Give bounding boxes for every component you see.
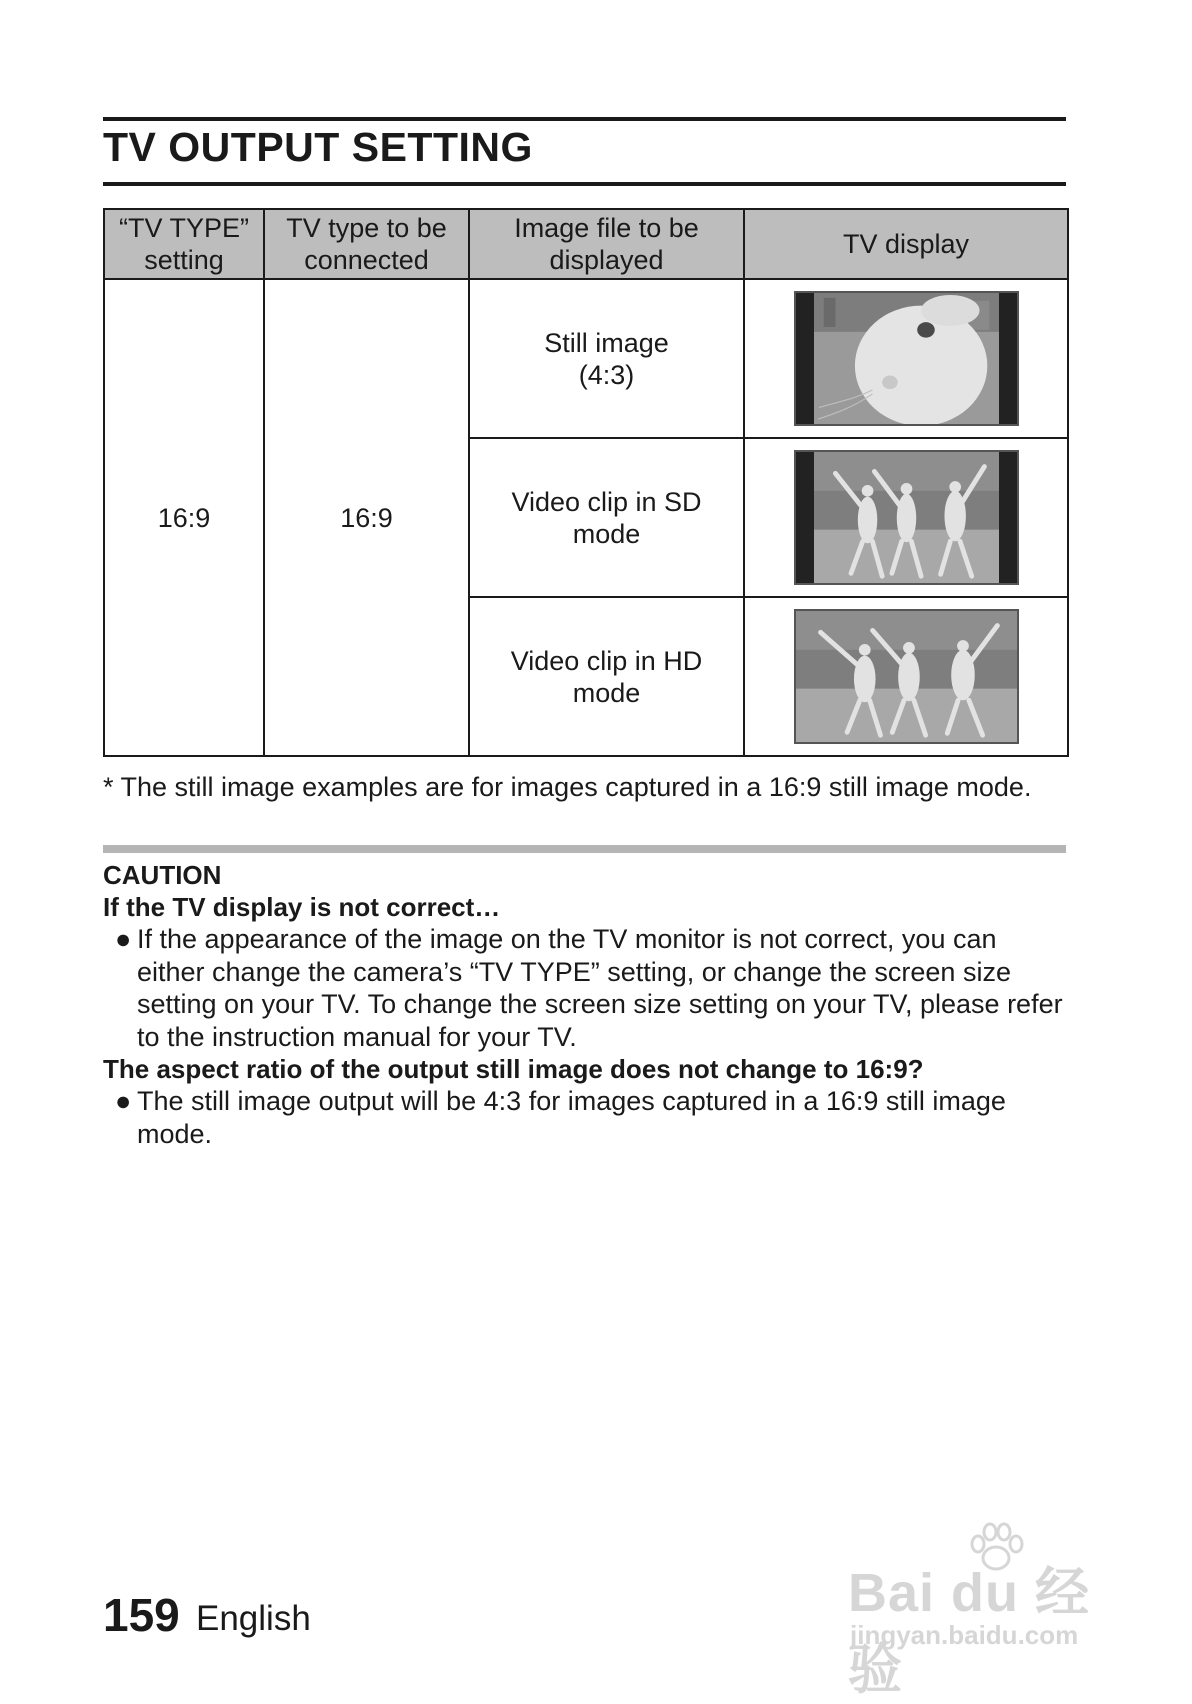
- footnote: * The still image examples are for images captured in a 16:9 still image mode.: [103, 772, 1032, 802]
- caution-heading: CAUTION: [103, 860, 222, 890]
- header-tv-type-connected: TV type to be connected: [264, 209, 469, 279]
- watermark-url: jingyan.baidu.com: [850, 1620, 1079, 1650]
- table-row: [104, 279, 1068, 438]
- baidu-jingyan-watermark: [848, 1522, 1138, 1700]
- top-rule: [103, 117, 1066, 121]
- bullet-icon: ●: [115, 1086, 132, 1116]
- page-number: 159: [103, 1589, 180, 1641]
- header-tv-display: TV display: [744, 209, 1068, 279]
- caution-question: The aspect ratio of the output still image does not change to 16:9?: [103, 1054, 924, 1084]
- cell-tv-display: [744, 597, 1068, 756]
- cell-tv-display: [744, 438, 1068, 597]
- caution-question: If the TV display is not correct…: [103, 892, 501, 922]
- caution-answer: ● If the appearance of the image on the TV monitor is not correct, you can either change the camera’s “TV TYPE” setting, or change the screen size setting on your TV. To change the screen size setting on your TV, please refer to the instruction manual for your TV.: [115, 924, 1063, 1052]
- title-rule: [103, 182, 1066, 186]
- table-header-row: [104, 209, 1068, 279]
- cell-tv-type-setting: 16:9: [104, 279, 264, 756]
- bullet-icon: ●: [115, 924, 132, 954]
- cell-image-file: Still image (4:3): [469, 279, 744, 438]
- page-title: TV OUTPUT SETTING: [103, 124, 533, 170]
- rabbit-4x3-pillarboxed-image: [794, 291, 1019, 426]
- dancers-16x9-full-image: [794, 609, 1019, 744]
- tv-output-table: [103, 208, 1069, 757]
- cell-tv-display: [744, 279, 1068, 438]
- caution-rule: [103, 845, 1066, 853]
- watermark-brand: Bai du 经验: [848, 1563, 1091, 1700]
- header-tv-type-setting: “TV TYPE” setting: [104, 209, 264, 279]
- cell-image-file: Video clip in SD mode: [469, 438, 744, 597]
- caution-body: [103, 891, 1066, 1150]
- dancers-4x3-pillarboxed-image: [794, 450, 1019, 585]
- cell-tv-type-connected: 16:9: [264, 279, 469, 756]
- header-image-file: Image file to be displayed: [469, 209, 744, 279]
- caution-answer: ● The still image output will be 4:3 for images captured in a 16:9 still image mode.: [115, 1086, 1006, 1149]
- page-language: English: [196, 1599, 311, 1638]
- cell-image-file: Video clip in HD mode: [469, 597, 744, 756]
